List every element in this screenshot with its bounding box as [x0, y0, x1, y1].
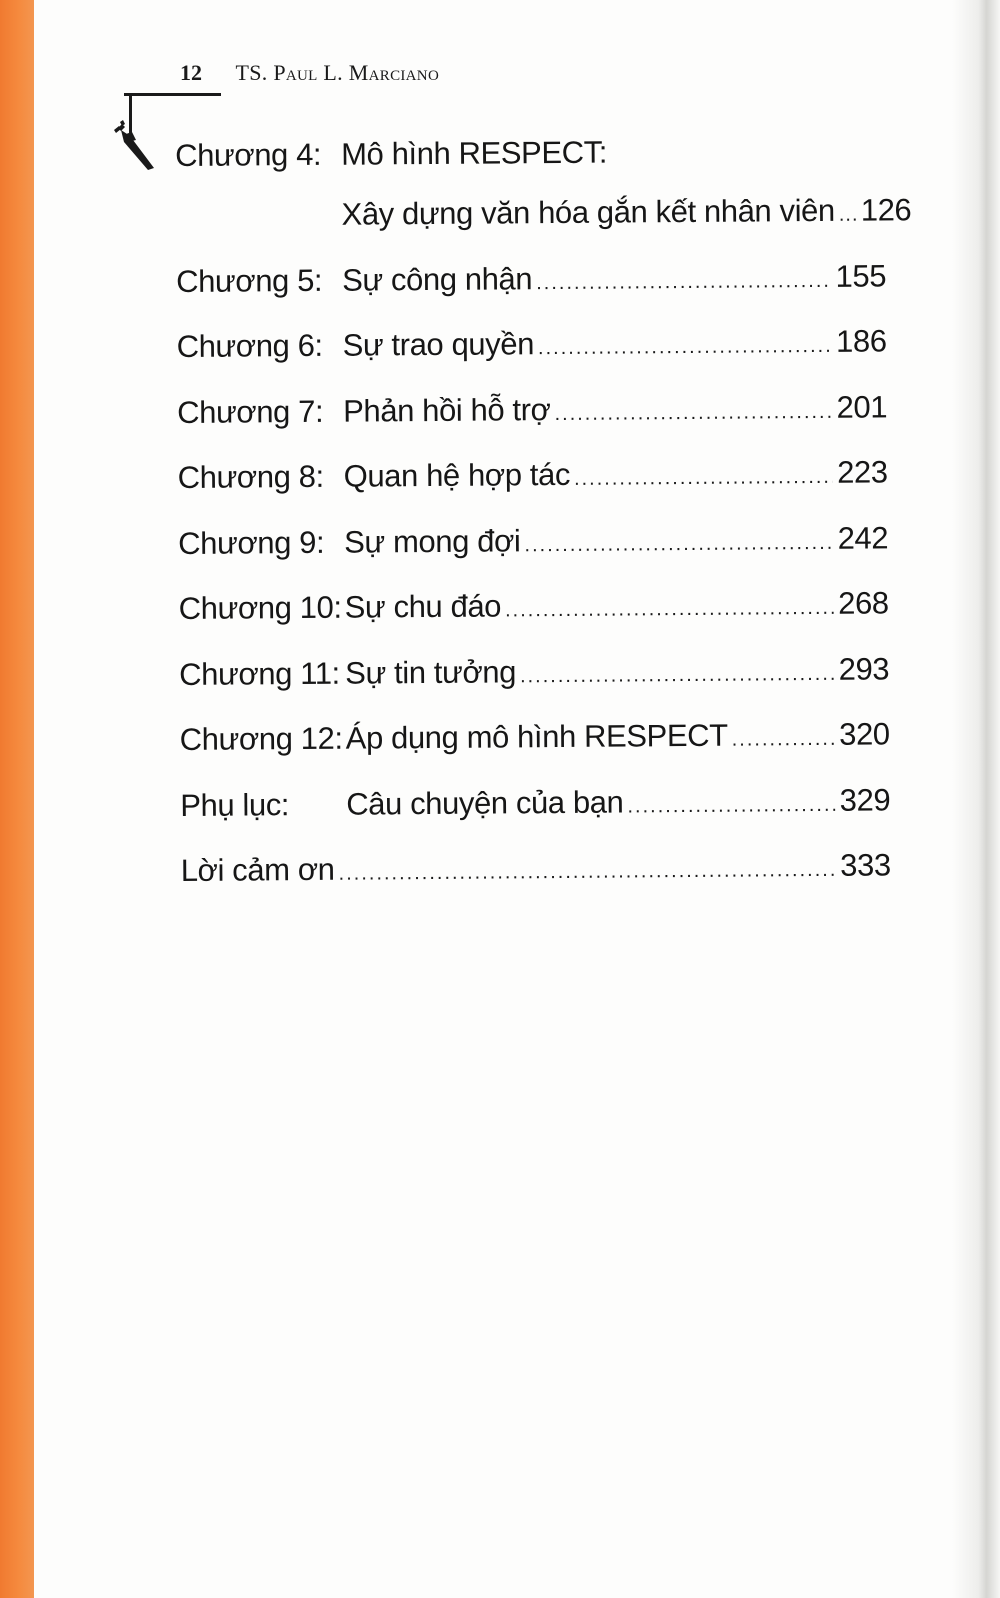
dot-leader — [554, 400, 832, 425]
toc-entry-page: 268 — [838, 585, 889, 621]
toc-entry-page: 242 — [837, 519, 889, 556]
toc-entry-page: 223 — [836, 454, 888, 490]
toc-entry-label: Chương 8: — [177, 458, 324, 495]
running-head-author: TS. Paul L. Marciano — [235, 60, 440, 85]
toc-entry-chapter-12[interactable] — [180, 716, 890, 787]
toc-entry-chapter-5[interactable] — [176, 258, 886, 329]
dot-leader — [538, 335, 832, 360]
dot-leader — [536, 269, 832, 294]
dot-leader — [339, 859, 837, 886]
toc-entry-title: Sự chu đáo — [344, 588, 502, 625]
toc-entry-label: Chương 6: — [176, 327, 323, 364]
dot-leader — [839, 204, 857, 227]
toc-entry-page: 329 — [839, 781, 891, 818]
toc-entry-label: Chương 10: — [178, 589, 342, 626]
toc-entry-page: 126 — [860, 192, 912, 228]
toc-entry-chapter-11[interactable] — [179, 651, 889, 722]
toc-entry-indent — [176, 225, 342, 226]
toc-entry-page: 186 — [835, 323, 887, 359]
toc-entry-chapter-10[interactable] — [179, 585, 889, 656]
dot-leader — [520, 662, 835, 687]
toc-entry-page: 333 — [840, 847, 891, 883]
toc-entry-label: Chương 7: — [177, 393, 324, 430]
toc-entry-chapter-6[interactable] — [177, 323, 887, 394]
dot-leader — [524, 531, 833, 556]
toc-entry-chapter-9[interactable] — [178, 520, 888, 591]
toc-entry-chapter-4-subtitle[interactable] — [175, 192, 912, 263]
toc-entry-title: Quan hệ hợp tác — [343, 456, 571, 494]
dot-leader — [732, 728, 836, 752]
toc-entry-chapter-7[interactable] — [177, 389, 887, 460]
dot-leader — [574, 466, 833, 491]
toc-entry-title: Lời cảm ơn — [180, 851, 335, 888]
running-head — [180, 60, 439, 86]
toc-entry-acknowledgements[interactable] — [181, 847, 891, 918]
toc-entry-title: Sự công nhận — [341, 260, 533, 298]
toc-entry-title: Xây dựng văn hóa gắn kết nhân viên — [341, 192, 835, 232]
toc-entry-chapter-4[interactable] — [175, 132, 885, 198]
page-number: 12 — [180, 60, 202, 85]
book-spine-edge — [0, 0, 34, 1598]
dot-leader — [505, 597, 834, 623]
toc-entry-title: Sự mong đợi — [344, 522, 521, 560]
dot-leader — [627, 793, 835, 818]
toc-entry-label: Chương 4: — [175, 136, 322, 173]
toc-entry-appendix[interactable] — [180, 782, 890, 853]
toc-entry-title: Sự tin tưởng — [345, 653, 517, 691]
toc-entry-title: Áp dụng mô hình RESPECT — [345, 717, 728, 756]
toc-entry-title: Sự trao quyền — [342, 326, 535, 363]
toc-entry-label: Chương 9: — [178, 524, 325, 561]
page-gutter-shadow — [952, 0, 1000, 1598]
toc-entry-page: 201 — [836, 388, 888, 425]
toc-entry-label: Phụ lục: — [180, 786, 290, 823]
toc-entry-label: Chương 5: — [175, 262, 323, 299]
toc-entry-title: Mô hình RESPECT: — [340, 134, 608, 172]
toc-entry-title: Câu chuyện của bạn — [346, 783, 624, 822]
header-rule — [124, 93, 221, 96]
toc-entry-label: Chương 12: — [179, 720, 343, 757]
toc-entry-page: 293 — [838, 650, 890, 687]
toc-entry-label: Chương 11: — [179, 655, 340, 692]
carrot-icon — [108, 118, 162, 174]
toc-entry-title: Phản hồi hỗ trợ — [343, 391, 551, 429]
toc-entry-chapter-8[interactable] — [178, 454, 888, 525]
toc-entry-page: 155 — [835, 257, 887, 294]
toc-entry-page: 320 — [839, 716, 890, 752]
table-of-contents — [175, 132, 912, 918]
